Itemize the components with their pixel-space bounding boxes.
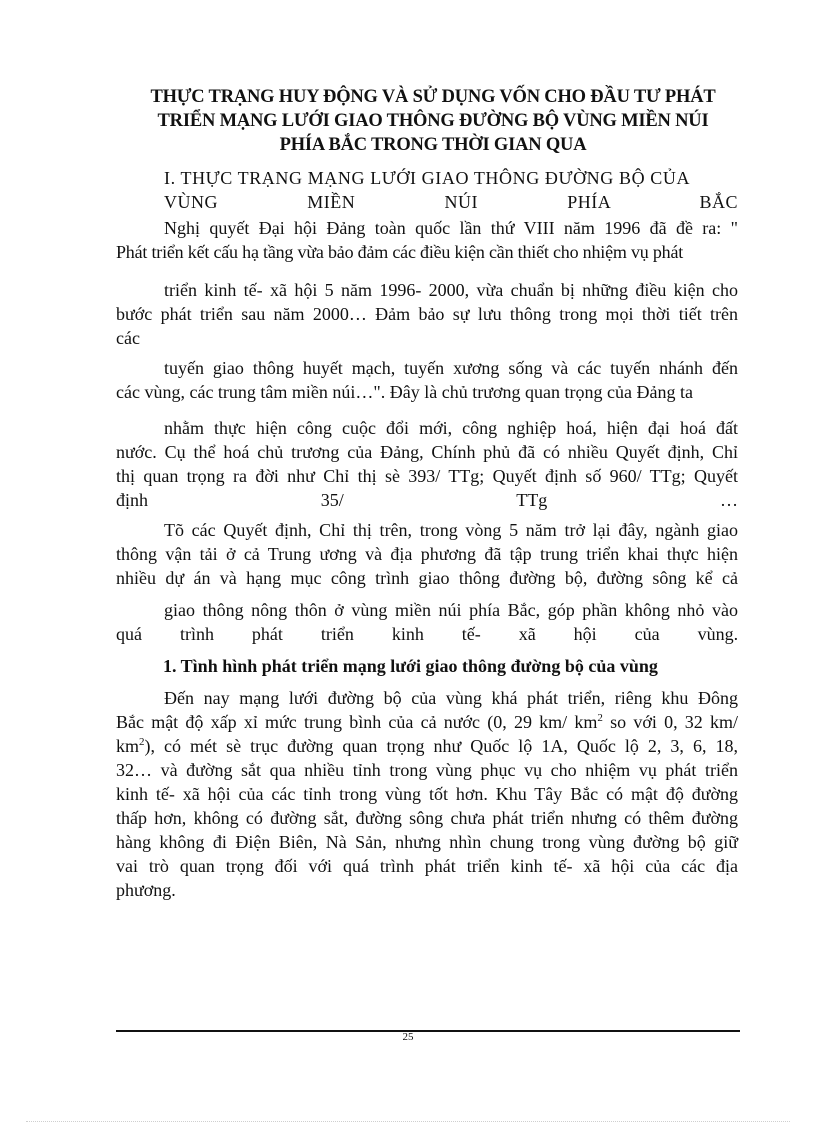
title-line-1: THỰC TRẠNG HUY ĐỘNG VÀ SỬ DỤNG VỐN CHO ĐẦU TƯ PHÁT [150,87,716,107]
page-bottom-dotted-line [26,1121,790,1122]
superscript: 2 [139,736,145,748]
paragraph-3-line-2 [116,710,738,734]
superscript: 2 [597,712,603,724]
paragraph-1-line-7: các vùng, các trung tâm miền núi…". Đây là chủ trương quan trọng của Đảng ta [116,382,693,402]
paragraph-2-line-3: nhiều dự án và hạng mục công trình giao thông đường bộ, đường sông kể cả [116,568,738,588]
paragraph-3-line-7: hàng không đi Điện Biên, Nà Sản, nhưng nhìn chung trong vùng đường bộ giữ [116,832,738,852]
page-number: 25 [402,1031,414,1043]
paragraph-2-line-4: giao thông nông thôn ở vùng miền núi phía Bắc, góp phần không nhỏ vào [164,600,738,620]
word: hội [573,624,597,644]
word: của [634,624,660,644]
word: xã [518,624,536,644]
text-span: so với 0, 32 km/ [602,712,738,732]
heading-word: NÚI [444,192,478,212]
word: vùng. [697,624,739,644]
text-span: Bắc mật độ xấp xỉ mức trung bình của cả nước (0, 29 km/ km [116,712,598,732]
paragraph-3-line-6: thấp hơn, không có đường sắt, đường sông chưa phát triển nhưng có thêm đường [116,808,738,828]
paragraph-3-line-1: Đến nay mạng lưới đường bộ của vùng khá phát triển, riêng khu Đông [164,688,738,708]
paragraph-1-line-11 [116,488,738,512]
text-span: km [116,736,140,756]
paragraph-3-line-3 [116,734,738,758]
word: trình [179,624,214,644]
paragraph-3-line-5: kinh tế- xã hội của các tỉnh trong vùng tốt hơn. Khu Tây Bắc có mật độ đường [116,784,738,804]
paragraph-2-line-1: Tõ các Quyết định, Chỉ thị trên, trong vòng 5 năm trở lại đây, ngành giao [164,520,738,540]
paragraph-1-line-8: nhằm thực hiện công cuộc đổi mới, công nghiệp hoá, hiện đại hoá đất [164,418,738,438]
heading-word: BẮC [699,192,739,212]
paragraph-3-line-9: phương. [116,880,176,900]
text-span: ), có mét sè trục đường quan trọng như Quốc lộ 1A, Quốc lộ 2, 3, 6, 18, [144,736,738,756]
paragraph-1-line-2: Phát triển kết cấu hạ tầng vừa bảo đảm các điều kiện cần thiết cho nhiệm vụ phát [116,242,684,262]
word: kinh [391,624,424,644]
paragraph-3-line-8: vai trò quan trọng đối với quá trình phát triển kinh tế- xã hội của các địa [116,856,738,876]
word: … [720,490,738,510]
title-line-2: TRIỂN MẠNG LƯỚI GIAO THÔNG ĐƯỜNG BỘ VÙNG MIỀN NÚI [157,111,709,131]
title-line-3: PHÍA BẮC TRONG THỜI GIAN QUA [279,135,587,155]
subheading: 1. Tình hình phát triển mạng lưới giao thông đường bộ của vùng [163,656,658,676]
heading-word: MIỀN [307,192,356,212]
word: quá [116,624,142,644]
word: triển [320,624,354,644]
heading-word: VÙNG [164,192,218,212]
word: 35/ [320,490,344,510]
word: phát [251,624,283,644]
heading-word: PHÍA [567,192,611,212]
section-heading-line-2 [116,190,738,214]
document-title [110,85,756,157]
paragraph-1-line-1: Nghị quyết Đại hội Đảng toàn quốc lần thứ VIII năm 1996 đã đề ra: " [164,218,738,238]
paragraph-3-line-4: 32… và đường sắt qua nhiều tỉnh trong vùng phục vụ cho nhiệm vụ phát triển [116,760,738,780]
paragraph-1-line-10: thị quan trọng ra đời như Chỉ thị sè 393/ TTg; Quyết định số 960/ TTg; Quyết [116,466,738,486]
word: TTg [516,490,548,510]
paragraph-1-line-9: nước. Cụ thể hoá chủ trương của Đảng, Chính phủ đã có nhiều Quyết định, Chỉ [116,442,738,462]
section-heading-line-1: I. THỰC TRẠNG MẠNG LƯỚI GIAO THÔNG ĐƯỜNG BỘ CỦA [164,168,691,188]
paragraph-1-line-6: tuyến giao thông huyết mạch, tuyến xương sống và các tuyến nhánh đến [164,358,738,378]
paragraph-1-line-4: bước phát triển sau năm 2000… Đảm bảo sự lưu thông trong mọi thời tiết trên [116,304,738,324]
paragraph-1-line-3: triển kinh tế- xã hội 5 năm 1996- 2000, vừa chuẩn bị những điều kiện cho [164,280,738,300]
word: tế- [461,624,481,644]
paragraph-2-line-2: thông vận tải ở cả Trung ương và địa phương đã tập trung triển khai thực hiện [116,544,738,564]
word: định [116,490,149,510]
paragraph-1-line-5: các [116,328,140,348]
paragraph-2-line-5 [116,622,738,646]
